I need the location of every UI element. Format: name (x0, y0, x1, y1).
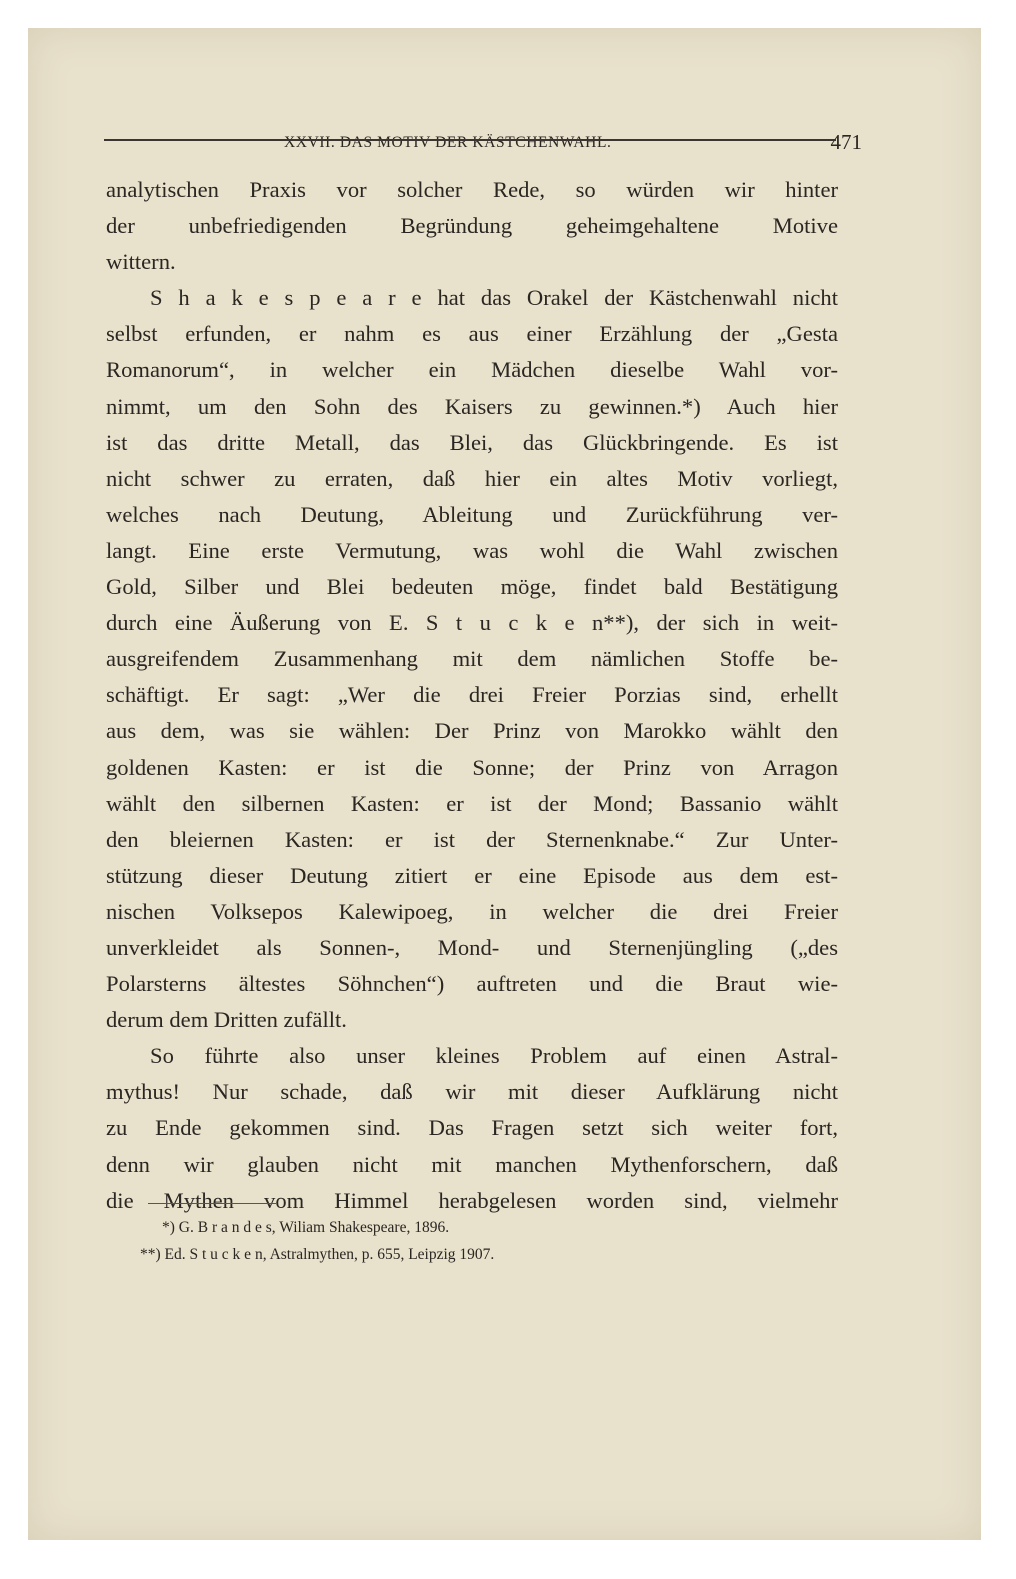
text-line: ist das dritte Metall, das Blei, das Glückbringende. Es ist (106, 429, 838, 455)
text-line: langt. Eine erste Vermutung, was wohl die Wahl zwischen (106, 537, 838, 563)
text-line: stützung dieser Deutung zitiert er eine Episode aus dem est- (106, 862, 838, 888)
text-line: schäftigt. Er sagt: „Wer die drei Freier Porzias sind, erhellt (106, 682, 838, 708)
footnote: *) G. B r a n d e s, Wiliam Shakespeare, 1896. (162, 1219, 450, 1236)
footnote: **) Ed. S t u c k e n, Astralmythen, p. 655, Leipzig 1907. (140, 1246, 495, 1263)
text-line: selbst erfunden, er nahm es aus einer Erzählung der „Gesta (106, 321, 838, 347)
text-line: denn wir glauben nicht mit manchen Mythenforschern, daß (106, 1151, 838, 1177)
text-line: unverkleidet als Sonnen-, Mond- und Sternenjüngling („des (106, 934, 838, 960)
text-line: wählt den silbernen Kasten: er ist der Mond; Bassanio wählt (106, 790, 838, 816)
running-head: XXVII. DAS MOTIV DER KÄSTCHENWAHL. (284, 134, 612, 151)
text-line: nimmt, um den Sohn des Kaisers zu gewinnen.*) Auch hier (106, 393, 838, 419)
text-line: die Mythen vom Himmel herabgelesen worden sind, vielmehr (106, 1187, 838, 1213)
page-header (132, 124, 864, 160)
text-line: aus dem, was sie wählen: Der Prinz von Marokko wählt den (106, 718, 838, 744)
footnote-rule (148, 1203, 276, 1204)
text-line: durch eine Äußerung von E. S t u c k e n**), der sich in weit- (106, 610, 838, 636)
page-number: 471 (830, 130, 862, 154)
text-line: goldenen Kasten: er ist die Sonne; der Prinz von Arragon (106, 754, 838, 780)
body-text (106, 172, 838, 1219)
text-line: den bleiernen Kasten: er ist der Sternenknabe.“ Zur Unter- (106, 826, 838, 852)
text-line: So führte also unser kleines Problem auf einen Astral- (150, 1043, 838, 1069)
header-rule (104, 139, 836, 141)
text-line: Polarsterns ältestes Söhnchen“) auftreten und die Braut wie- (106, 971, 838, 997)
text-line: Gold, Silber und Blei bedeuten möge, findet bald Bestätigung (106, 574, 838, 600)
text-line: nicht schwer zu erraten, daß hier ein altes Motiv vorliegt, (106, 465, 838, 491)
text-line: S h a k e s p e a r e hat das Orakel der Kästchenwahl nicht (150, 285, 838, 311)
footnotes (140, 1214, 494, 1268)
text-line: analytischen Praxis vor solcher Rede, so würden wir hinter (106, 177, 838, 202)
text-line: welches nach Deutung, Ableitung und Zurückführung ver- (106, 501, 838, 527)
text-line: zu Ende gekommen sind. Das Fragen setzt sich weiter fort, (106, 1115, 838, 1141)
text-line: derum dem Dritten zufällt. (106, 1007, 347, 1033)
text-line: Romanorum“, in welcher ein Mädchen dieselbe Wahl vor- (106, 357, 838, 383)
text-line: der unbefriedigenden Begründung geheimgehaltene Motive (106, 213, 838, 239)
text-line: wittern. (106, 249, 176, 275)
text-line: nischen Volksepos Kalewipoeg, in welcher die drei Freier (106, 898, 838, 924)
text-line: mythus! Nur schade, daß wir mit dieser Aufklärung nicht (106, 1079, 838, 1105)
text-line: ausgreifendem Zusammenhang mit dem nämlichen Stoffe be- (106, 646, 838, 672)
